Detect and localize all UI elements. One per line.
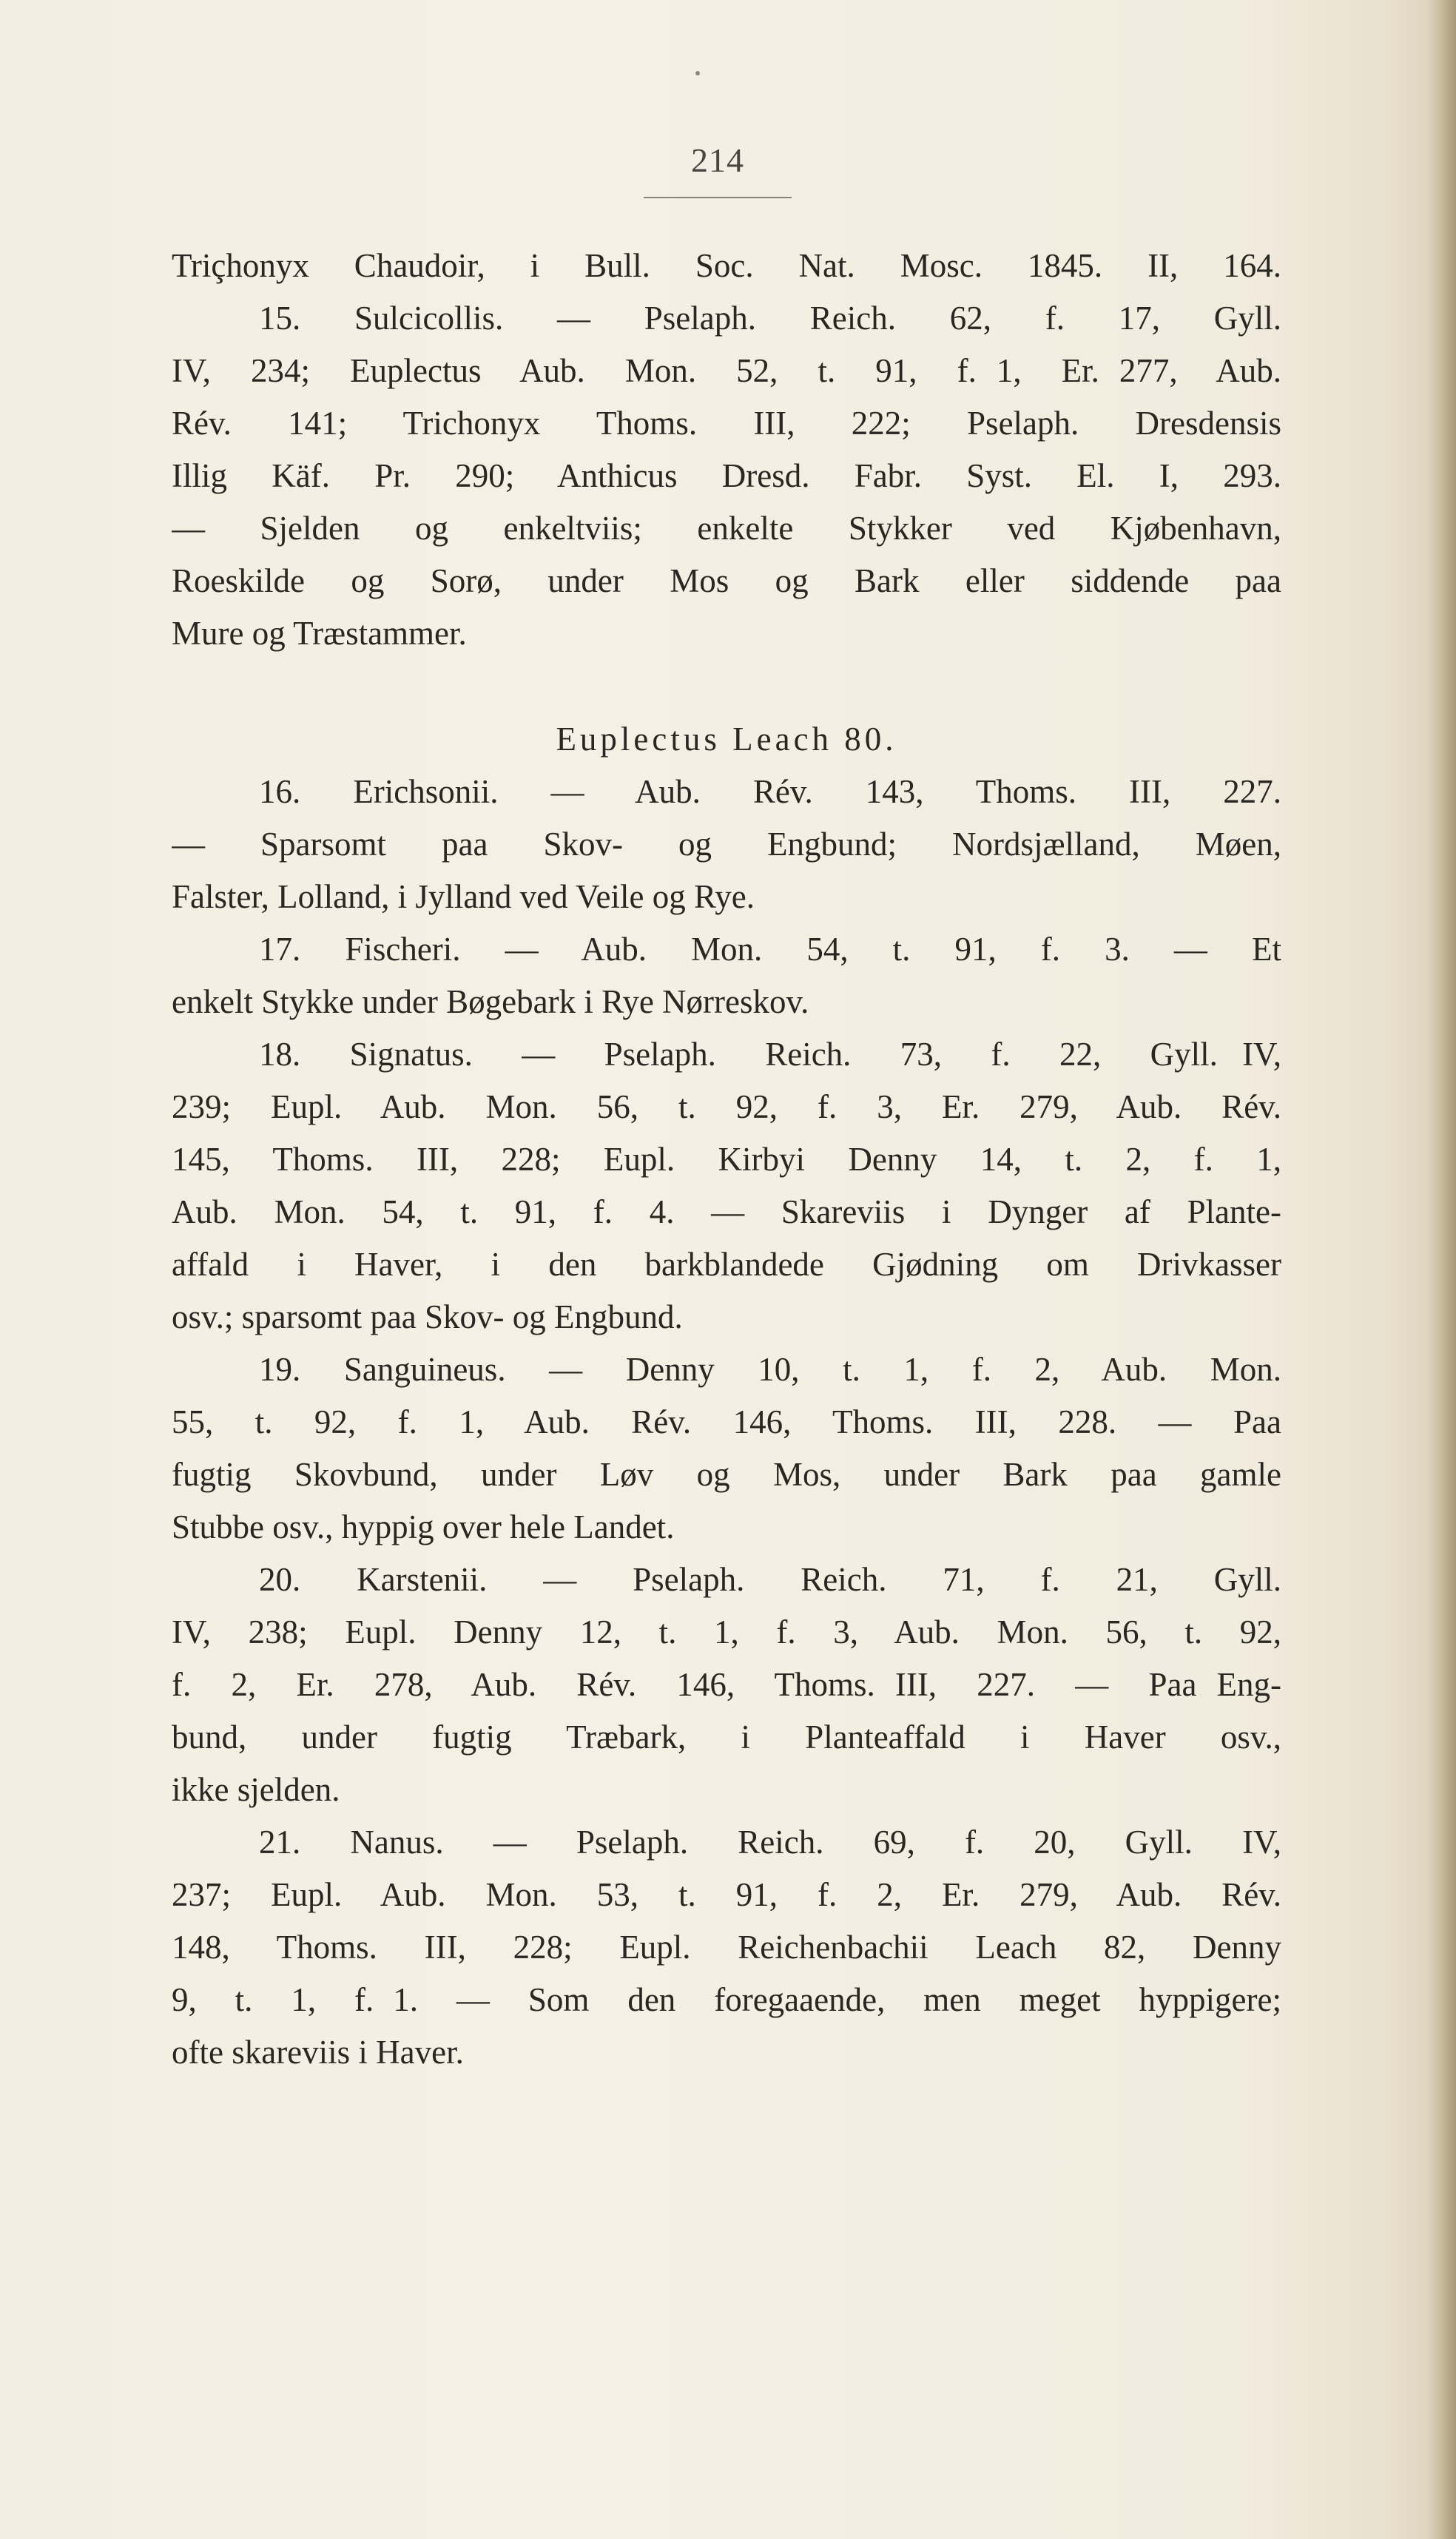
entry-18-line-4: Aub. Mon. 54, t. 91, f. 4. — Skareviis i Dynger af Plante- (172, 1193, 1281, 1230)
entry-16-line-3: Falster, Lolland, i Jylland ved Veile og Rye. (172, 878, 755, 915)
entry-19-line-2: 55, t. 92, f. 1, Aub. Rév. 146, Thoms. III, 228. — Paa (172, 1403, 1281, 1440)
entry-15-line-3: Rév. 141; Trichonyx Thoms. III, 222; Pselaph. Dresdensis (172, 405, 1281, 442)
genus-heading: Euplectus Leach 80. (556, 721, 897, 758)
entry-18-line-6: osv.; sparsomt paa Skov- og Engbund. (172, 1298, 683, 1335)
entry-19-line-1: 19. Sanguineus. — Denny 10, t. 1, f. 2, Aub. Mon. (259, 1351, 1281, 1388)
header-line: Triçhonyx Chaudoir, i Bull. Soc. Nat. Mosc. 1845. II, 164. (172, 247, 1281, 284)
entry-17-line-2: enkelt Stykke under Bøgebark i Rye Nørreskov. (172, 983, 809, 1020)
entry-15-line-7: Mure og Træstammer. (172, 615, 467, 652)
entry-20-line-3: f. 2, Er. 278, Aub. Rév. 146, Thoms. III, 227. — Paa Eng- (172, 1666, 1281, 1703)
entry-21-line-3: 148, Thoms. III, 228; Eupl. Reichenbachii Leach 82, Denny (172, 1929, 1281, 1966)
section-gap (172, 660, 1281, 713)
entry-15-line-2: IV, 234; Euplectus Aub. Mon. 52, t. 91, f. 1, Er. 277, Aub. (172, 352, 1281, 389)
page-number-rule (644, 197, 792, 198)
entry-15-line-5: — Sjelden og enkeltviis; enkelte Stykker ved Kjøbenhavn, (172, 510, 1281, 547)
page-body (172, 240, 1281, 2079)
entry-20-line-1: 20. Karstenii. — Pselaph. Reich. 71, f. 21, Gyll. (259, 1561, 1281, 1598)
print-speck (695, 71, 700, 75)
entry-16-line-1: 16. Erichsonii. — Aub. Rév. 143, Thoms. III, 227. (259, 773, 1281, 810)
entry-20-line-4: bund, under fugtig Træbark, i Planteaffald i Haver osv., (172, 1719, 1281, 1756)
entry-21-line-4: 9, t. 1, f. 1. — Som den foregaaende, men meget hyppigere; (172, 1981, 1281, 2018)
entry-15-line-6: Roeskilde og Sorø, under Mos og Bark eller siddende paa (172, 562, 1281, 599)
entry-15-line-1: 15. Sulcicollis. — Pselaph. Reich. 62, f. 17, Gyll. (259, 300, 1281, 337)
entry-16-line-2: — Sparsomt paa Skov- og Engbund; Nordsjælland, Møen, (172, 826, 1281, 863)
entry-18-line-2: 239; Eupl. Aub. Mon. 56, t. 92, f. 3, Er. 279, Aub. Rév. (172, 1088, 1281, 1125)
entry-20-line-5: ikke sjelden. (172, 1771, 340, 1808)
entry-21-line-1: 21. Nanus. — Pselaph. Reich. 69, f. 20, Gyll. IV, (259, 1824, 1281, 1861)
entry-19-line-3: fugtig Skovbund, under Løv og Mos, under Bark paa gamle (172, 1456, 1281, 1493)
entry-18-line-5: affald i Haver, i den barkblandede Gjødning om Drivkasser (172, 1246, 1281, 1283)
entry-18-line-1: 18. Signatus. — Pselaph. Reich. 73, f. 22, Gyll. IV, (259, 1036, 1281, 1073)
page-edge-shadow (1428, 0, 1456, 2539)
entry-19-line-4: Stubbe osv., hyppig over hele Landet. (172, 1508, 675, 1545)
entry-21-line-5: ofte skareviis i Haver. (172, 2034, 464, 2071)
entry-21-line-2: 237; Eupl. Aub. Mon. 53, t. 91, f. 2, Er. 279, Aub. Rév. (172, 1876, 1281, 1913)
entry-17-line-1: 17. Fischeri. — Aub. Mon. 54, t. 91, f. 3. — Et (259, 931, 1281, 968)
entry-18-line-3: 145, Thoms. III, 228; Eupl. Kirbyi Denny 14, t. 2, f. 1, (172, 1141, 1281, 1178)
entry-20-line-2: IV, 238; Eupl. Denny 12, t. 1, f. 3, Aub. Mon. 56, t. 92, (172, 1614, 1281, 1650)
entry-15-line-4: Illig Käf. Pr. 290; Anthicus Dresd. Fabr. Syst. El. I, 293. (172, 457, 1281, 494)
page-number: 214 (691, 141, 744, 179)
